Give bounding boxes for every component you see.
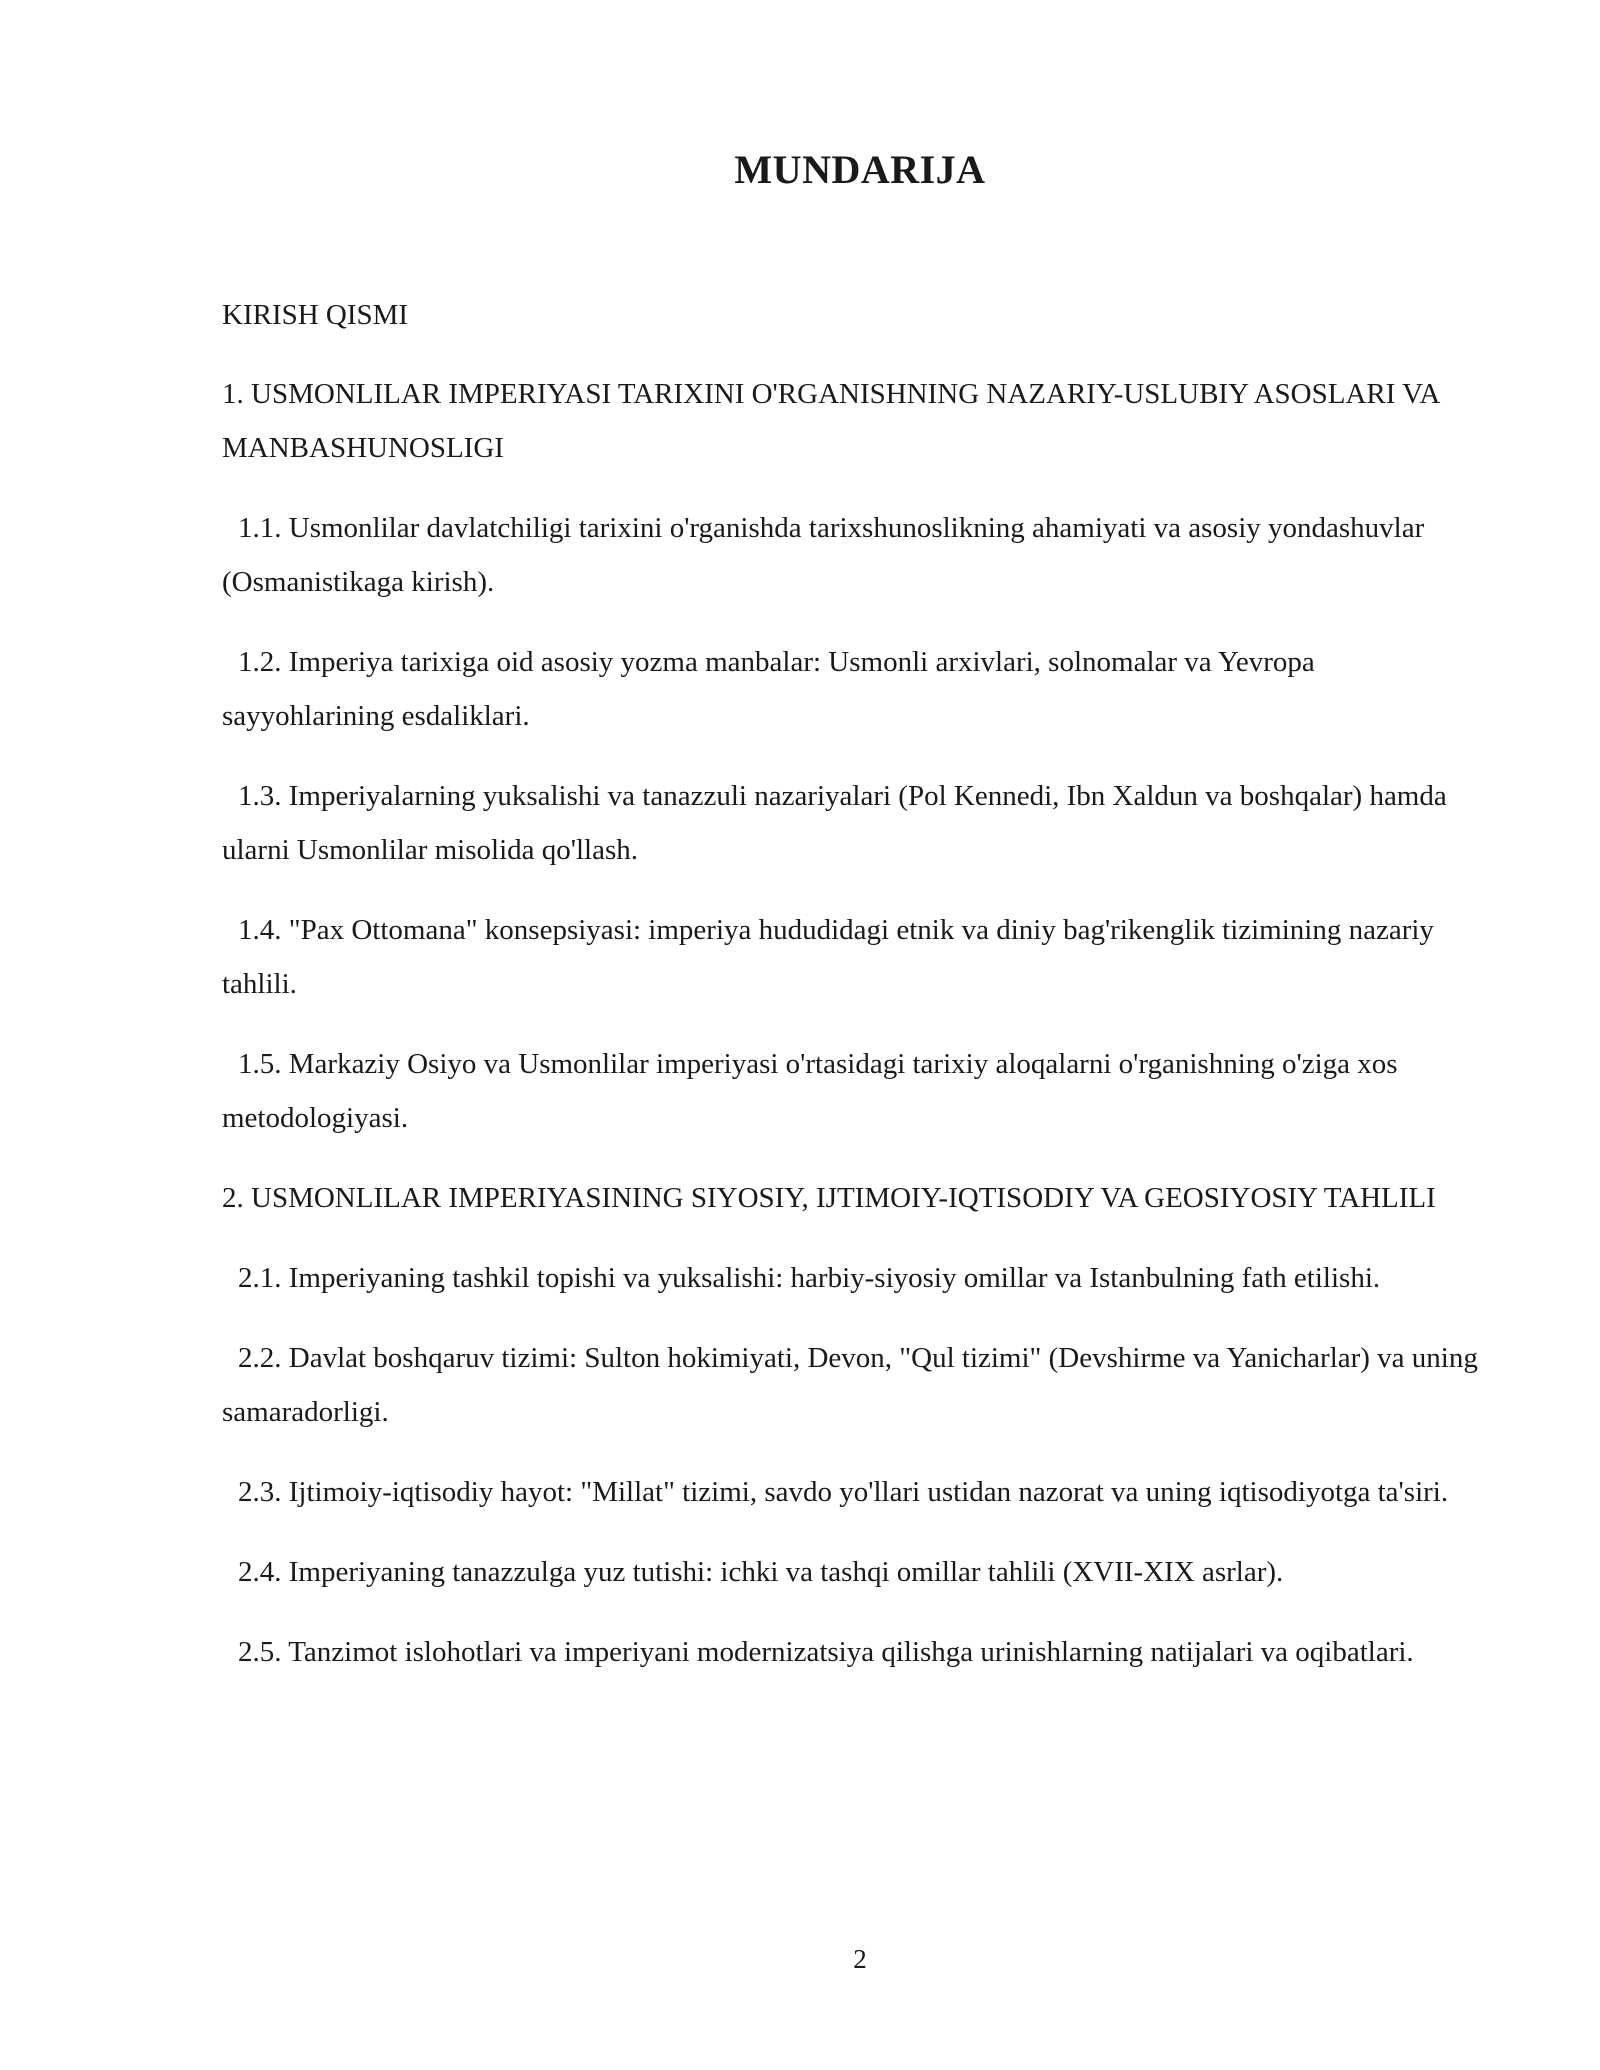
toc-entry-text: 1.3. Imperiyalarning yuksalishi va tanazzuli nazariyalari (Pol Kennedi, Ibn Xaldun va boshqalar) hamda ularni Usmonlilar misolida qo'llash.	[222, 780, 1447, 866]
toc-entry-chapter-1: 1. USMONLILAR IMPERIYASI TARIXINI O'RGANISHNING NAZARIY-USLUBIY ASOSLARI VA MANBASHUNOSLIGI	[222, 378, 1439, 464]
toc-entry-1-4	[222, 903, 1492, 1011]
toc-entry-2-5	[222, 1625, 1492, 1679]
toc-entry-2-4	[222, 1545, 1492, 1599]
toc-entry-1-2	[222, 635, 1492, 743]
page-number: 2	[853, 1944, 867, 1974]
toc-entry-text: 2.4. Imperiyaning tanazzulga yuz tutishi: ichki va tashqi omillar tahlili (XVII-XIX asrlar).	[238, 1556, 1284, 1588]
toc-entry-text: 1.5. Markaziy Osiyo va Usmonlilar imperiyasi o'rtasidagi tarixiy aloqalarni o'rganishning o'ziga xos metodologiyasi.	[222, 1048, 1398, 1134]
page-title: MUNDARIJA	[734, 147, 986, 192]
toc-entry-1-5	[222, 1037, 1492, 1145]
toc-entry-2-2	[222, 1331, 1492, 1439]
toc-entry-chapter-2: 2. USMONLILAR IMPERIYASINING SIYOSIY, IJTIMOIY-IQTISODIY VA GEOSIYOSIY TAHLILI	[222, 1182, 1436, 1214]
toc-entry-text: 1.4. "Pax Ottomana" konsepsiyasi: imperiya hududidagi etnik va diniy bag'rikenglik tizimining nazariy tahlili.	[222, 914, 1434, 1000]
toc-entry-intro: KIRISH QISMI	[222, 299, 409, 331]
toc-entry-text: 1.2. Imperiya tarixiga oid asosiy yozma manbalar: Usmonli arxivlari, solnomalar va Yevropa sayyohlarining esdaliklari.	[222, 646, 1315, 732]
toc-entry-text: 2.2. Davlat boshqaruv tizimi: Sulton hokimiyati, Devon, "Qul tizimi" (Devshirme va Yanicharlar) va uning samaradorligi.	[222, 1342, 1478, 1428]
toc-entry-1-3	[222, 769, 1492, 877]
table-of-contents	[222, 288, 1492, 1705]
toc-entry-text: 1.1. Usmonlilar davlatchiligi tarixini o'rganishda tarixshunoslikning ahamiyati va asosiy yondashuvlar (Osmanistikaga kirish).	[222, 512, 1425, 598]
toc-entry-1-1	[222, 501, 1492, 609]
toc-entry-2-3	[222, 1465, 1492, 1519]
toc-entry-text: 2.3. Ijtimoiy-iqtisodiy hayot: "Millat" tizimi, savdo yo'llari ustidan nazorat va uning iqtisodiyotga ta'siri.	[238, 1476, 1449, 1508]
toc-entry-text: 2.1. Imperiyaning tashkil topishi va yuksalishi: harbiy-siyosiy omillar va Istanbulning fath etilishi.	[238, 1262, 1381, 1294]
toc-entry-text: 2.5. Tanzimot islohotlari va imperiyani modernizatsiya qilishga urinishlarning natijalari va oqibatlari.	[238, 1636, 1414, 1668]
toc-entry-2-1	[222, 1251, 1492, 1305]
